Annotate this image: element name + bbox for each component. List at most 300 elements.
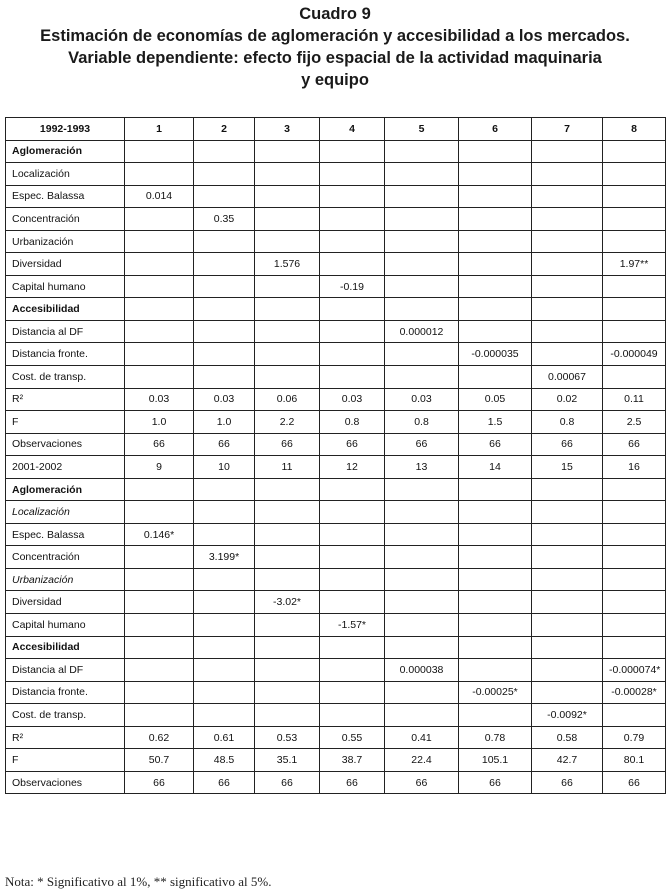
value-cell [194, 681, 255, 704]
value-cell [194, 568, 255, 591]
row-label-cell: R² [6, 726, 125, 749]
value-cell [459, 320, 532, 343]
value-cell [320, 636, 385, 659]
row-label-cell: Accesibilidad [6, 298, 125, 321]
value-cell [194, 298, 255, 321]
value-cell [603, 275, 666, 298]
value-cell: 0.06 [255, 388, 320, 411]
value-cell: 2.2 [255, 411, 320, 434]
value-cell [194, 614, 255, 637]
title-line-2: Estimación de economías de aglomeración y accesibilidad a los mercados. [40, 27, 630, 45]
value-cell [125, 343, 194, 366]
value-cell: -1.57* [320, 614, 385, 637]
value-cell [320, 208, 385, 231]
row-label-cell: Concentración [6, 208, 125, 231]
value-cell [459, 501, 532, 524]
header-model-cell: 2 [194, 118, 255, 141]
regression-table [5, 117, 666, 794]
value-cell [194, 704, 255, 727]
value-cell [532, 275, 603, 298]
value-cell [194, 343, 255, 366]
value-cell: 1.576 [255, 253, 320, 276]
value-cell [459, 298, 532, 321]
value-cell: -0.00028* [603, 681, 666, 704]
value-cell [255, 659, 320, 682]
value-cell [385, 546, 459, 569]
value-cell: 0.53 [255, 726, 320, 749]
table-row [6, 185, 666, 208]
value-cell [385, 523, 459, 546]
value-cell [603, 636, 666, 659]
value-cell: 38.7 [320, 749, 385, 772]
value-cell [603, 591, 666, 614]
value-cell [255, 366, 320, 389]
table-row [6, 253, 666, 276]
value-cell [385, 614, 459, 637]
value-cell [603, 523, 666, 546]
value-cell [459, 614, 532, 637]
value-cell [385, 185, 459, 208]
value-cell [125, 275, 194, 298]
row-label-cell: Espec. Balassa [6, 185, 125, 208]
table-row [6, 726, 666, 749]
value-cell [603, 366, 666, 389]
row-label-cell: Capital humano [6, 614, 125, 637]
value-cell [532, 523, 603, 546]
table-row [6, 636, 666, 659]
value-cell [125, 704, 194, 727]
value-cell [459, 591, 532, 614]
row-label-cell: Observaciones [6, 433, 125, 456]
value-cell: 66 [385, 433, 459, 456]
value-cell: -0.19 [320, 275, 385, 298]
value-cell [532, 681, 603, 704]
value-cell: 16 [603, 456, 666, 479]
value-cell: -0.000074* [603, 659, 666, 682]
value-cell [459, 478, 532, 501]
value-cell [255, 704, 320, 727]
value-cell: 0.62 [125, 726, 194, 749]
value-cell: 2.5 [603, 411, 666, 434]
value-cell: 48.5 [194, 749, 255, 772]
value-cell [320, 253, 385, 276]
value-cell [385, 298, 459, 321]
value-cell [125, 253, 194, 276]
value-cell [459, 275, 532, 298]
value-cell [255, 320, 320, 343]
value-cell: 0.02 [532, 388, 603, 411]
value-cell [603, 501, 666, 524]
value-cell [603, 230, 666, 253]
value-cell [320, 523, 385, 546]
value-cell [459, 163, 532, 186]
value-cell: 66 [532, 771, 603, 794]
value-cell: 1.97** [603, 253, 666, 276]
row-label-cell: Aglomeración [6, 478, 125, 501]
table-row [6, 366, 666, 389]
value-cell [255, 140, 320, 163]
row-label-cell: F [6, 411, 125, 434]
value-cell [125, 546, 194, 569]
table-row [6, 681, 666, 704]
value-cell: 66 [255, 771, 320, 794]
value-cell: 0.61 [194, 726, 255, 749]
value-cell [255, 478, 320, 501]
value-cell [532, 253, 603, 276]
value-cell [125, 614, 194, 637]
value-cell: 0.146* [125, 523, 194, 546]
value-cell [255, 185, 320, 208]
value-cell: 1.0 [194, 411, 255, 434]
value-cell: 66 [532, 433, 603, 456]
value-cell [603, 163, 666, 186]
value-cell: 1.5 [459, 411, 532, 434]
value-cell: -0.00025* [459, 681, 532, 704]
value-cell [532, 185, 603, 208]
value-cell [194, 185, 255, 208]
value-cell [459, 230, 532, 253]
value-cell: 0.03 [125, 388, 194, 411]
value-cell [125, 230, 194, 253]
table-row [6, 411, 666, 434]
value-cell [532, 614, 603, 637]
value-cell [255, 636, 320, 659]
footnote: Nota: * Significativo al 1%, ** significativo al 5%. [5, 874, 272, 889]
value-cell: 1.0 [125, 411, 194, 434]
value-cell: 9 [125, 456, 194, 479]
header-model-cell: 7 [532, 118, 603, 141]
table-row [6, 275, 666, 298]
value-cell [320, 140, 385, 163]
row-label-cell: Capital humano [6, 275, 125, 298]
value-cell: 13 [385, 456, 459, 479]
value-cell [532, 343, 603, 366]
row-label-cell: R² [6, 388, 125, 411]
value-cell [194, 253, 255, 276]
value-cell [532, 568, 603, 591]
table-row [6, 433, 666, 456]
value-cell: 66 [459, 433, 532, 456]
value-cell [603, 320, 666, 343]
document-title [0, 3, 670, 91]
value-cell: -3.02* [255, 591, 320, 614]
value-cell [385, 140, 459, 163]
header-model-cell: 3 [255, 118, 320, 141]
value-cell: 0.35 [194, 208, 255, 231]
value-cell [385, 636, 459, 659]
value-cell [385, 568, 459, 591]
value-cell [320, 320, 385, 343]
row-label-cell: Espec. Balassa [6, 523, 125, 546]
value-cell: 66 [603, 771, 666, 794]
value-cell [320, 163, 385, 186]
row-label-cell: Urbanización [6, 568, 125, 591]
value-cell [459, 659, 532, 682]
value-cell [125, 636, 194, 659]
value-cell [385, 501, 459, 524]
table-row [6, 704, 666, 727]
value-cell [125, 659, 194, 682]
value-cell: 66 [459, 771, 532, 794]
value-cell [459, 568, 532, 591]
value-cell [532, 298, 603, 321]
value-cell [385, 478, 459, 501]
value-cell [385, 681, 459, 704]
row-label-cell: Distancia fronte. [6, 681, 125, 704]
value-cell: -0.0092* [532, 704, 603, 727]
value-cell: 66 [194, 433, 255, 456]
value-cell [125, 298, 194, 321]
value-cell: 0.00067 [532, 366, 603, 389]
value-cell: 0.55 [320, 726, 385, 749]
value-cell [603, 478, 666, 501]
value-cell: 42.7 [532, 749, 603, 772]
header-model-cell: 4 [320, 118, 385, 141]
value-cell: 66 [125, 433, 194, 456]
value-cell [385, 366, 459, 389]
value-cell: 0.000012 [385, 320, 459, 343]
value-cell [320, 478, 385, 501]
header-model-cell: 1 [125, 118, 194, 141]
row-label-cell: 2001-2002 [6, 456, 125, 479]
value-cell [459, 523, 532, 546]
table-row [6, 614, 666, 637]
value-cell: 3.199* [194, 546, 255, 569]
title-line-4: y equipo [301, 71, 369, 89]
value-cell [255, 523, 320, 546]
value-cell: 0.58 [532, 726, 603, 749]
value-cell [603, 140, 666, 163]
value-cell [532, 163, 603, 186]
value-cell [255, 298, 320, 321]
value-cell [194, 501, 255, 524]
table-row [6, 298, 666, 321]
title-line-3: Variable dependiente: efecto fijo espacial de la actividad maquinaria [68, 49, 602, 67]
value-cell: 10 [194, 456, 255, 479]
value-cell [320, 681, 385, 704]
value-cell [125, 366, 194, 389]
value-cell: 66 [385, 771, 459, 794]
value-cell: 22.4 [385, 749, 459, 772]
row-label-cell: F [6, 749, 125, 772]
table-row [6, 388, 666, 411]
value-cell [320, 659, 385, 682]
value-cell [320, 591, 385, 614]
title-line-1: Cuadro 9 [299, 5, 371, 23]
row-label-cell: Localización [6, 163, 125, 186]
value-cell [532, 140, 603, 163]
row-label-cell: Diversidad [6, 591, 125, 614]
table-row [6, 320, 666, 343]
value-cell [459, 704, 532, 727]
value-cell [385, 163, 459, 186]
value-cell [255, 501, 320, 524]
value-cell [194, 275, 255, 298]
value-cell [603, 298, 666, 321]
value-cell [194, 478, 255, 501]
value-cell: 66 [125, 771, 194, 794]
value-cell: 66 [320, 433, 385, 456]
value-cell [255, 275, 320, 298]
table-row [6, 523, 666, 546]
table-row [6, 501, 666, 524]
value-cell [125, 163, 194, 186]
value-cell [125, 478, 194, 501]
table-row [6, 771, 666, 794]
header-model-cell: 5 [385, 118, 459, 141]
value-cell: 11 [255, 456, 320, 479]
value-cell [194, 320, 255, 343]
value-cell: 0.8 [320, 411, 385, 434]
table-row [6, 749, 666, 772]
value-cell [385, 230, 459, 253]
value-cell: 0.000038 [385, 659, 459, 682]
table-row [6, 163, 666, 186]
row-label-cell: Urbanización [6, 230, 125, 253]
row-label-cell: Distancia fronte. [6, 343, 125, 366]
value-cell [255, 208, 320, 231]
value-cell [385, 275, 459, 298]
value-cell: 15 [532, 456, 603, 479]
value-cell [194, 659, 255, 682]
value-cell [532, 659, 603, 682]
table-row [6, 456, 666, 479]
value-cell [320, 568, 385, 591]
value-cell: 66 [194, 771, 255, 794]
table-row [6, 568, 666, 591]
value-cell [603, 704, 666, 727]
value-cell [320, 343, 385, 366]
value-cell [320, 185, 385, 208]
row-label-cell: Observaciones [6, 771, 125, 794]
value-cell [255, 614, 320, 637]
value-cell [125, 568, 194, 591]
value-cell: 0.03 [385, 388, 459, 411]
value-cell [194, 163, 255, 186]
table-row [6, 659, 666, 682]
value-cell [459, 636, 532, 659]
value-cell [532, 208, 603, 231]
value-cell: -0.000049 [603, 343, 666, 366]
value-cell [125, 591, 194, 614]
table-row [6, 230, 666, 253]
header-model-cell: 8 [603, 118, 666, 141]
value-cell [603, 568, 666, 591]
value-cell: 35.1 [255, 749, 320, 772]
value-cell [385, 208, 459, 231]
value-cell [194, 636, 255, 659]
value-cell: 66 [320, 771, 385, 794]
header-model-cell: 6 [459, 118, 532, 141]
table-row [6, 546, 666, 569]
value-cell [532, 501, 603, 524]
row-label-cell: Cost. de transp. [6, 366, 125, 389]
value-cell: 0.8 [532, 411, 603, 434]
value-cell: 0.8 [385, 411, 459, 434]
value-cell [194, 230, 255, 253]
value-cell [255, 343, 320, 366]
row-label-cell: Concentración [6, 546, 125, 569]
value-cell [194, 591, 255, 614]
value-cell [125, 681, 194, 704]
value-cell: 50.7 [125, 749, 194, 772]
value-cell [320, 704, 385, 727]
header-period-cell: 1992-1993 [6, 118, 125, 141]
row-label-cell: Localización [6, 501, 125, 524]
value-cell [532, 478, 603, 501]
value-cell [320, 501, 385, 524]
value-cell [125, 501, 194, 524]
value-cell: 66 [603, 433, 666, 456]
value-cell [385, 253, 459, 276]
value-cell [459, 140, 532, 163]
value-cell [194, 366, 255, 389]
value-cell [125, 208, 194, 231]
table-row [6, 591, 666, 614]
value-cell [532, 546, 603, 569]
table-row [6, 478, 666, 501]
value-cell: 66 [255, 433, 320, 456]
value-cell [320, 298, 385, 321]
value-cell [385, 704, 459, 727]
table-row [6, 208, 666, 231]
row-label-cell: Distancia al DF [6, 320, 125, 343]
table-row [6, 343, 666, 366]
value-cell [603, 614, 666, 637]
value-cell: 80.1 [603, 749, 666, 772]
value-cell [194, 523, 255, 546]
value-cell [532, 591, 603, 614]
value-cell: 0.79 [603, 726, 666, 749]
value-cell [385, 343, 459, 366]
value-cell: 0.014 [125, 185, 194, 208]
value-cell [532, 230, 603, 253]
value-cell [459, 366, 532, 389]
value-cell [255, 546, 320, 569]
value-cell [255, 681, 320, 704]
table-row [6, 140, 666, 163]
value-cell [459, 546, 532, 569]
value-cell [320, 366, 385, 389]
value-cell [320, 230, 385, 253]
value-cell [320, 546, 385, 569]
value-cell: 12 [320, 456, 385, 479]
value-cell [532, 636, 603, 659]
value-cell [255, 568, 320, 591]
value-cell: 105.1 [459, 749, 532, 772]
value-cell: 0.05 [459, 388, 532, 411]
row-label-cell: Accesibilidad [6, 636, 125, 659]
value-cell: 0.03 [320, 388, 385, 411]
value-cell: 14 [459, 456, 532, 479]
value-cell: 0.11 [603, 388, 666, 411]
row-label-cell: Cost. de transp. [6, 704, 125, 727]
value-cell: -0.000035 [459, 343, 532, 366]
value-cell [385, 591, 459, 614]
value-cell [255, 230, 320, 253]
row-label-cell: Distancia al DF [6, 659, 125, 682]
value-cell [603, 185, 666, 208]
value-cell [603, 546, 666, 569]
value-cell [459, 208, 532, 231]
row-label-cell: Aglomeración [6, 140, 125, 163]
value-cell [459, 253, 532, 276]
value-cell [125, 140, 194, 163]
value-cell [255, 163, 320, 186]
value-cell [194, 140, 255, 163]
value-cell [125, 320, 194, 343]
value-cell [532, 320, 603, 343]
